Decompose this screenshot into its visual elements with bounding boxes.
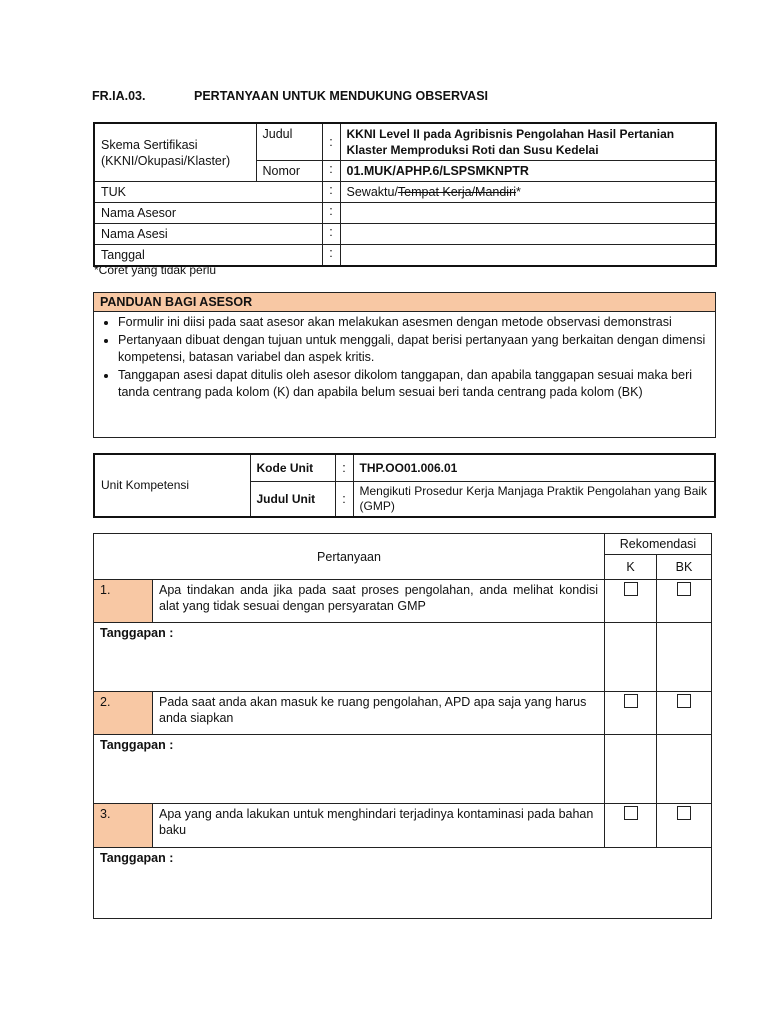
kode-unit-colon: :	[335, 454, 353, 481]
form-title: PERTANYAAN UNTUK MENDUKUNG OBSERVASI	[194, 89, 489, 103]
question-text: Pada saat anda akan masuk ke ruang pengolahan, APD apa saja yang harus anda siapkan	[153, 692, 605, 735]
question-text: Apa tindakan anda jika pada saat proses pengolahan, anda melihat kondisi alat yang tidak sesuai dengan persyaratan GMP	[153, 580, 605, 623]
asesor-colon: :	[322, 203, 340, 224]
bk-checkbox[interactable]	[677, 694, 691, 708]
tuk-colon: :	[322, 182, 340, 203]
tuk-value-plain: Sewaktu/	[346, 185, 398, 199]
judul-unit-label: Judul Unit	[250, 481, 335, 517]
question-number: 3.	[94, 804, 153, 848]
kode-unit-label: Kode Unit	[250, 454, 335, 481]
header-pertanyaan: Pertanyaan	[94, 534, 605, 580]
tanggal-value[interactable]	[340, 245, 716, 267]
k-cell	[605, 580, 657, 623]
guide-title: PANDUAN BAGI ASESOR	[94, 293, 715, 312]
k-checkbox[interactable]	[624, 582, 638, 596]
guide-item: • Formulir ini diisi pada saat asesor akan melakukan asesmen dengan metode observasi demonstrasi	[118, 314, 707, 332]
k-checkbox[interactable]	[624, 694, 638, 708]
nomor-label: Nomor	[256, 161, 322, 182]
k-cell	[605, 692, 657, 735]
judul-value: KKNI Level II pada Agribisnis Pengolahan Hasil Pertanian Klaster Memproduksi Roti dan Susu Kedelai	[340, 123, 716, 161]
judul-label: Judul	[256, 123, 322, 161]
tuk-value	[340, 182, 716, 203]
skema-label: Skema Sertifikasi (KKNI/Okupasi/Klaster)	[94, 123, 256, 182]
header-rekomendasi: Rekomendasi	[605, 534, 712, 555]
question-text: Apa yang anda lakukan untuk menghindari terjadinya kontaminasi pada bahan baku	[153, 804, 605, 848]
tuk-value-suffix: *	[516, 185, 521, 199]
response-label: Tanggapan :	[94, 623, 605, 692]
bk-cell	[657, 580, 712, 623]
questions-table	[93, 533, 712, 919]
judul-colon: :	[322, 123, 340, 161]
judul-unit-colon: :	[335, 481, 353, 517]
bk-cell	[657, 692, 712, 735]
kode-unit-value: THP.OO01.006.01	[353, 454, 715, 481]
form-code: FR.IA.03.	[92, 89, 146, 103]
guide-list	[94, 312, 715, 402]
info-table	[93, 122, 717, 267]
bk-response-cell	[657, 623, 712, 692]
unit-table	[93, 453, 716, 518]
bk-cell	[657, 804, 712, 848]
k-cell	[605, 804, 657, 848]
nomor-colon: :	[322, 161, 340, 182]
k-response-cell	[605, 735, 657, 804]
nomor-value: 01.MUK/APHP.6/LSPSMKNPTR	[340, 161, 716, 182]
guide-item: • Pertanyaan dibuat dengan tujuan untuk menggali, dapat berisi pertanyaan yang berkaitan dengan dimensi kompetensi, batasan variabel dan aspek kritis.	[118, 332, 707, 367]
response-label: Tanggapan :	[94, 848, 712, 919]
question-number: 2.	[94, 692, 153, 735]
tuk-value-struck: Tempat Kerja/Mandiri	[397, 185, 517, 199]
response-label: Tanggapan :	[94, 735, 605, 804]
bk-checkbox[interactable]	[677, 582, 691, 596]
asesi-colon: :	[322, 224, 340, 245]
header-k: K	[605, 555, 657, 580]
asesi-value[interactable]	[340, 224, 716, 245]
asesor-value[interactable]	[340, 203, 716, 224]
question-number: 1.	[94, 580, 153, 623]
guide-item: • Tanggapan asesi dapat ditulis oleh asesor dikolom tanggapan, dan apabila tanggapan sesuai maka beri tanda centrang pada kolom (K) dan apabila belum sesuai beri tanda centrang pada kolom (BK)	[118, 367, 707, 402]
header-bk: BK	[657, 555, 712, 580]
judul-unit-value: Mengikuti Prosedur Kerja Manjaga Praktik Pengolahan yang Baik (GMP)	[353, 481, 715, 517]
k-response-cell	[605, 623, 657, 692]
unit-label: Unit Kompetensi	[94, 454, 250, 517]
tuk-label: TUK	[94, 182, 322, 203]
guide-box	[93, 292, 716, 438]
tanggal-colon: :	[322, 245, 340, 267]
bk-checkbox[interactable]	[677, 806, 691, 820]
asesor-label: Nama Asesor	[94, 203, 322, 224]
footnote: *Coret yang tidak perlu	[94, 263, 217, 277]
tanggal-label: Tanggal	[94, 245, 322, 267]
asesi-label: Nama Asesi	[94, 224, 322, 245]
bk-response-cell	[657, 735, 712, 804]
k-checkbox[interactable]	[624, 806, 638, 820]
